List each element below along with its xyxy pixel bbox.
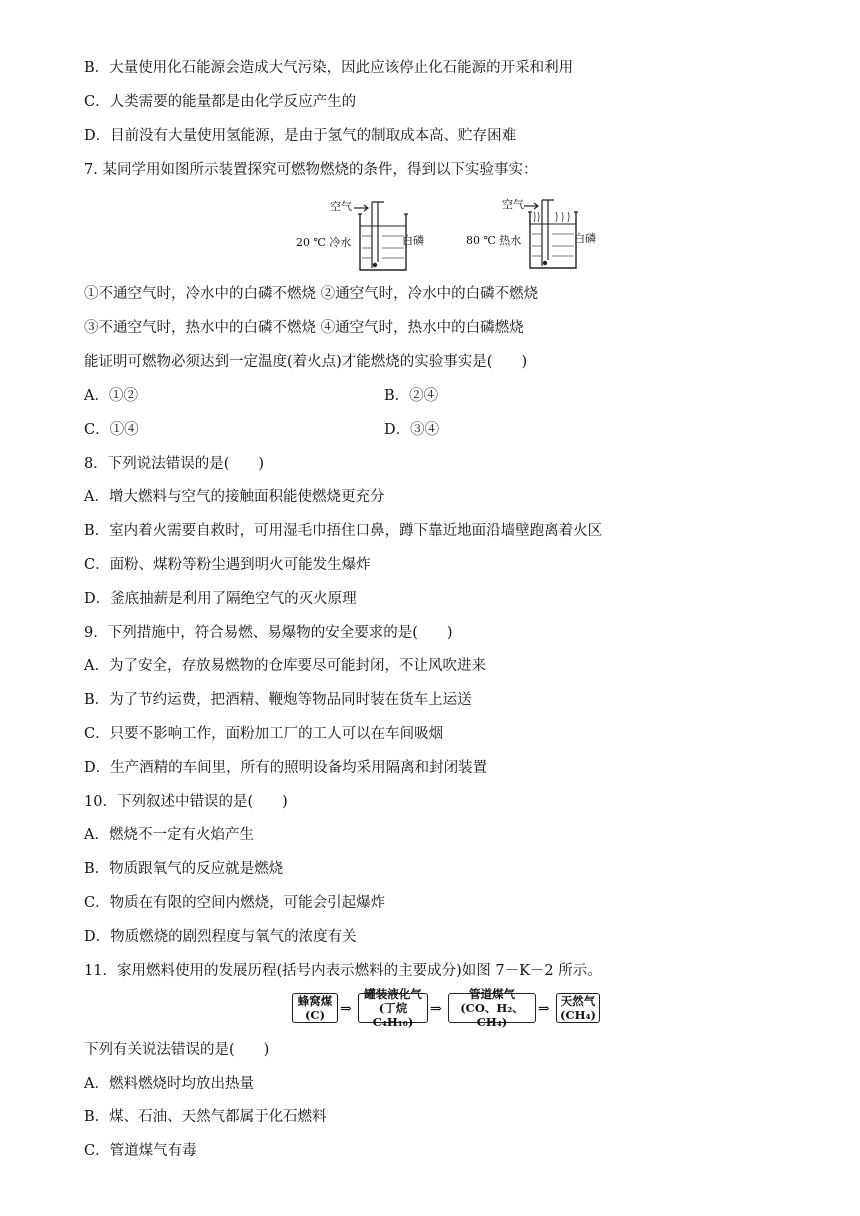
q7-option-d: D．③④ [384,422,440,438]
q9-option-b: B．为了节约运费，把酒精、鞭炮等物品同时装在货车上运送 [84,692,472,708]
q10-option-d: D．物质燃烧的剧烈程度与氧气的浓度有关 [84,929,357,945]
hot-water-beaker-icon [522,194,582,272]
air-label-right: 空气 [502,198,524,211]
q8-option-b: B．室内着火需要自救时，可用湿毛巾捂住口鼻，蹲下靠近地面沿墙壁跑离着火区 [84,523,603,539]
flow-box-pipeline-gas [448,987,536,1029]
q11-option-c: C．管道煤气有毒 [84,1143,197,1159]
cold-water-label: 20 ℃ 冷水 [296,236,352,249]
flow-formula: (CO、H₂、CH₄) [460,1001,524,1029]
q6-option-d: D．目前没有大量使用氢能源，是由于氢气的制取成本高、贮存困难 [84,128,517,144]
phosphorus-label-left: 白磷 [402,234,424,247]
q7-option-c: C．①④ [84,422,139,438]
cold-water-beaker-icon [352,196,412,274]
q8-option-c: C．面粉、煤粉等粉尘遇到明火可能发生爆炸 [84,557,371,573]
phosphorus-label-right: 白磷 [574,232,596,245]
q6-option-c: C．人类需要的能量都是由化学反应产生的 [84,94,357,110]
flow-arrow-icon: ⇒ [538,1001,550,1017]
q7-option-b: B．②④ [384,388,439,404]
q7-facts-1-2: ①不通空气时，冷水中的白磷不燃烧 ②通空气时，冷水中的白磷不燃烧 [84,286,539,302]
flow-box-honeycomb-coal [292,993,338,1023]
q9-option-c: C．只要不影响工作，面粉加工厂的工人可以在车间吸烟 [84,726,444,742]
flow-name: 罐装液化气 [364,987,422,1001]
q8-option-d: D．釜底抽薪是利用了隔绝空气的灭火原理 [84,591,357,607]
flow-formula: (CH₄) [560,1008,596,1022]
air-label-left: 空气 [330,200,352,213]
q9-stem: 9．下列措施中，符合易燃、易爆物的安全要求的是( ) [84,625,453,641]
q11-option-a: A．燃料燃烧时均放出热量 [84,1076,254,1092]
flow-name: 天然气 [560,994,596,1008]
q8-stem: 8．下列说法错误的是( ) [84,456,265,472]
flow-arrow-icon: ⇒ [430,1001,442,1017]
flow-box-natural-gas [556,993,600,1023]
q8-option-a: A．增大燃料与空气的接触面积能使燃烧更充分 [84,489,385,505]
q9-option-a: A．为了安全，存放易燃物的仓库要尽可能封闭，不让风吹进来 [84,658,486,674]
hot-water-label: 80 ℃ 热水 [466,234,522,247]
flow-box-lpg [358,987,428,1029]
flow-formula: (C) [304,1008,326,1022]
q10-option-a: A．燃烧不一定有火焰产生 [84,827,254,843]
beaker-experiment-figure [296,192,606,278]
flow-name: 蜂窝煤 [297,994,333,1008]
q7-question: 能证明可燃物必须达到一定温度(着火点)才能燃烧的实验事实是( ) [84,354,528,370]
q9-option-d: D．生产酒精的车间里，所有的照明设备均采用隔离和封闭装置 [84,760,488,776]
q10-option-b: B．物质跟氧气的反应就是燃烧 [84,861,284,877]
flow-formula: (丁烷C₄H₁₀) [372,1001,414,1029]
q10-option-c: C．物质在有限的空间内燃烧，可能会引起爆炸 [84,895,386,911]
q10-stem: 10．下列叙述中错误的是( ) [84,794,288,810]
flow-arrow-icon: ⇒ [340,1001,352,1017]
q11-stem: 11．家用燃料使用的发展历程(括号内表示燃料的主要成分)如图 7－K－2 所示。 [84,963,602,979]
q7-facts-3-4: ③不通空气时，热水中的白磷不燃烧 ④通空气时，热水中的白磷燃烧 [84,320,524,336]
q11-question: 下列有关说法错误的是( ) [84,1042,270,1058]
q11-option-b: B．煤、石油、天然气都属于化石燃料 [84,1109,327,1125]
q7-stem: 7. 某同学用如图所示装置探究可燃物燃烧的条件，得到以下实验事实： [84,162,538,178]
q6-option-b: B．大量使用化石能源会造成大气污染，因此应该停止化石能源的开采和利用 [84,60,574,76]
q7-option-a: A．①② [84,388,138,404]
fuel-flow-diagram [292,987,602,1029]
flow-name: 管道煤气 [469,987,515,1001]
